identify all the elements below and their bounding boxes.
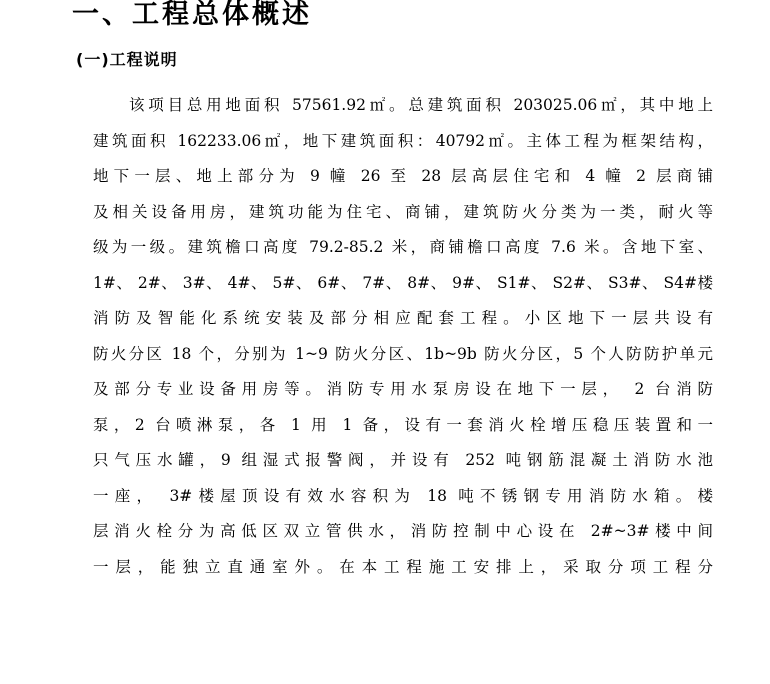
- paragraph-line: 及部分专业设备用房等。消防专用水泵房设在地下一层， 2 台消防: [93, 380, 713, 398]
- paragraph-line: 一座， 3#楼屋顶设有效水容积为 18 吨不锈钢专用消防水箱。楼: [93, 486, 713, 505]
- paragraph-line: 及相关设备用房，建筑功能为住宅、商铺，建筑防火分类为一类，耐火等: [93, 202, 713, 221]
- body-paragraph: [93, 88, 713, 585]
- paragraph-line: 层消火栓分为高低区双立管供水，消防控制中心设在 2#~3#楼中间: [93, 522, 713, 540]
- paragraph-line: 一层，能独立直通室外。在本工程施工安排上，采取分项工程分: [93, 557, 713, 576]
- paragraph-line: 防火分区 18 个，分别为 1~9 防火分区、1b~9b 防火分区，5 个人防防护单元: [93, 344, 713, 363]
- section-heading: 一、工程总体概述: [72, 0, 312, 30]
- paragraph-line: 地下一层、地上部分为 9 幢 26 至 28 层高层住宅和 4 幢 2 层商铺: [93, 167, 713, 185]
- paragraph-line: 消防及智能化系统安装及部分相应配套工程。小区地下一层共设有: [93, 309, 713, 327]
- paragraph-line: 建筑面积 162233.06㎡，地下建筑面积：40792㎡。主体工程为框架结构，: [93, 131, 713, 150]
- subsection-heading: (一)工程说明: [76, 50, 178, 69]
- paragraph-line: 该项目总用地面积 57561.92㎡。总建筑面积 203025.06㎡，其中地上: [129, 96, 713, 114]
- paragraph-line: 泵，2 台喷淋泵，各 1 用 1 备，设有一套消火栓增压稳压装置和一: [93, 415, 713, 434]
- paragraph-line: 级为一级。建筑檐口高度 79.2-85.2 米，商铺檐口高度 7.6 米。含地下室、: [93, 238, 713, 256]
- paragraph-line: 只气压水罐，9 组湿式报警阀，并设有 252 吨钢筋混凝土消防水池: [93, 451, 713, 469]
- paragraph-line: 1#、 2#、 3#、 4#、 5#、 6#、 7#、 8#、 9#、 S1#、 S2#、 S3#、 S4#楼: [93, 273, 713, 292]
